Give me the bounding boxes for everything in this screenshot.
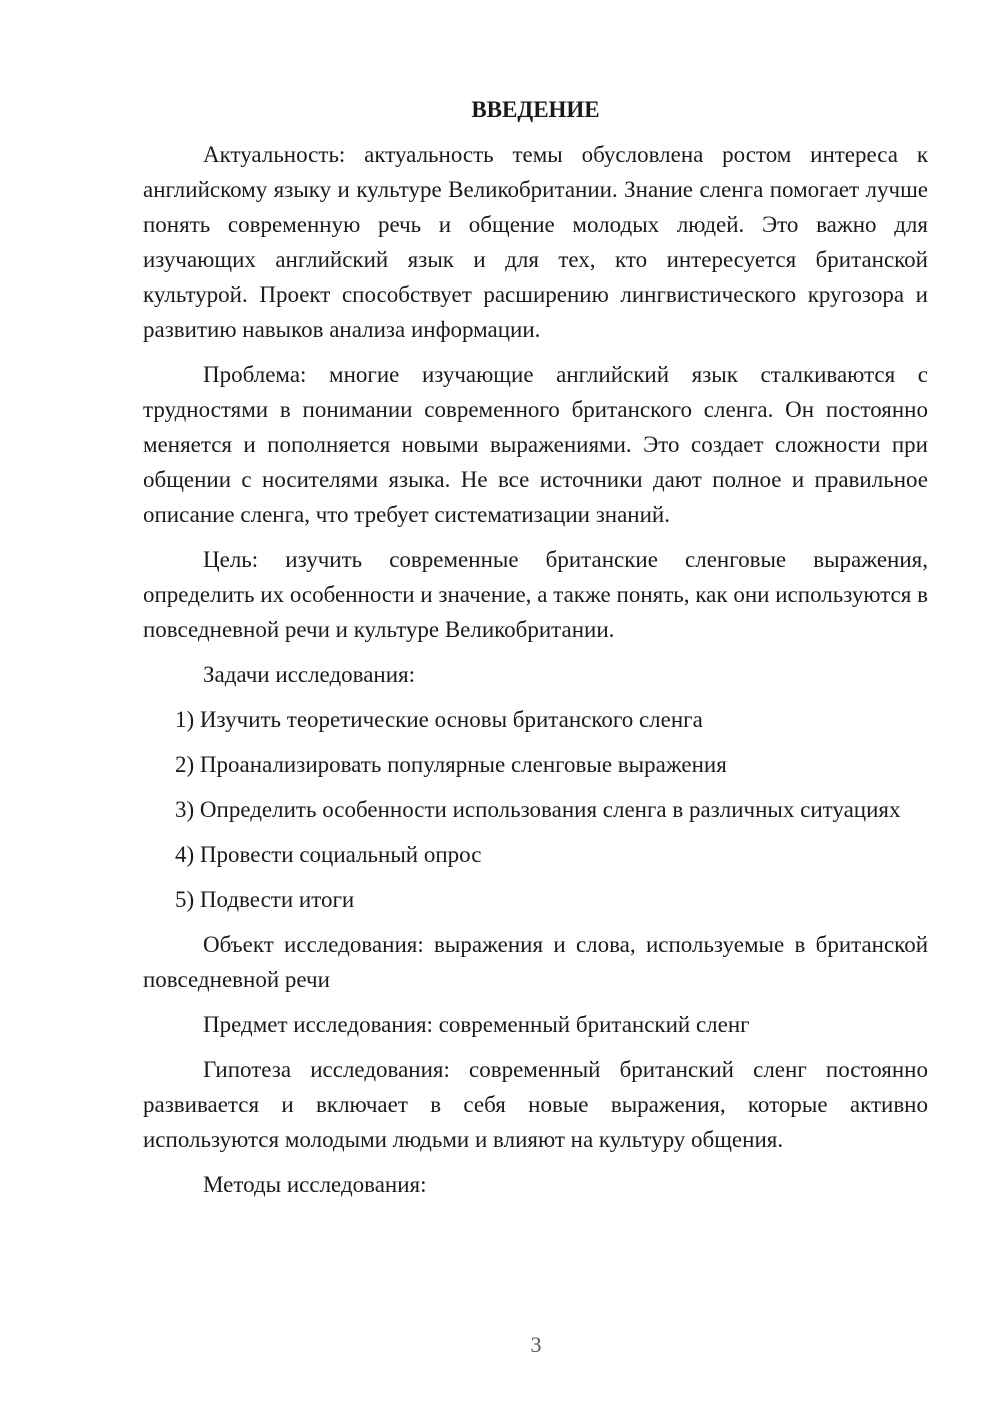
list-item: 3) Определить особенности использования сленга в различных ситуациях xyxy=(175,797,901,822)
section-title: ВВЕДЕНИЕ xyxy=(471,97,600,122)
list-item: 2) Проанализировать популярные сленговые выражения xyxy=(175,752,727,777)
list-item: 1) Изучить теоретические основы британского сленга xyxy=(175,707,703,732)
tasks-heading: Задачи исследования: xyxy=(203,662,416,687)
relevance-paragraph: Актуальность: актуальность темы обусловлена ростом интереса к английскому языку и культуре Великобритании. Знание сленга помогает лучше понять современную речь и общение молодых людей. Это важно для изучающих английский язык и для тех, кто интересуется британской культурой. Проект способствует расширению лингвистического кругозора и развитию навыков анализа информации. xyxy=(143,142,928,342)
subject-paragraph: Предмет исследования: современный британский сленг xyxy=(203,1012,750,1037)
methods-heading: Методы исследования: xyxy=(203,1172,427,1197)
page-number: 3 xyxy=(530,1332,542,1357)
hypothesis-paragraph: Гипотеза исследования: современный британский сленг постоянно развивается и включает в себя новые выражения, которые активно используются молодыми людьми и влияют на культуру общения. xyxy=(143,1057,928,1152)
page-content xyxy=(143,92,928,1212)
tasks-list xyxy=(143,702,928,917)
list-item: 4) Провести социальный опрос xyxy=(175,842,482,867)
problem-paragraph: Проблема: многие изучающие английский язык сталкиваются с трудностями в понимании современного британского сленга. Он постоянно меняется и пополняется новыми выражениями. Это создает сложности при общении с носителями языка. Не все источники дают полное и правильное описание сленга, что требует систематизации знаний. xyxy=(143,362,928,527)
list-item: 5) Подвести итоги xyxy=(175,887,355,912)
object-paragraph: Объект исследования: выражения и слова, используемые в британской повседневной речи xyxy=(143,932,928,992)
goal-paragraph: Цель: изучить современные британские сленговые выражения, определить их особенности и значение, а также понять, как они используются в повседневной речи и культуре Великобритании. xyxy=(143,547,928,642)
